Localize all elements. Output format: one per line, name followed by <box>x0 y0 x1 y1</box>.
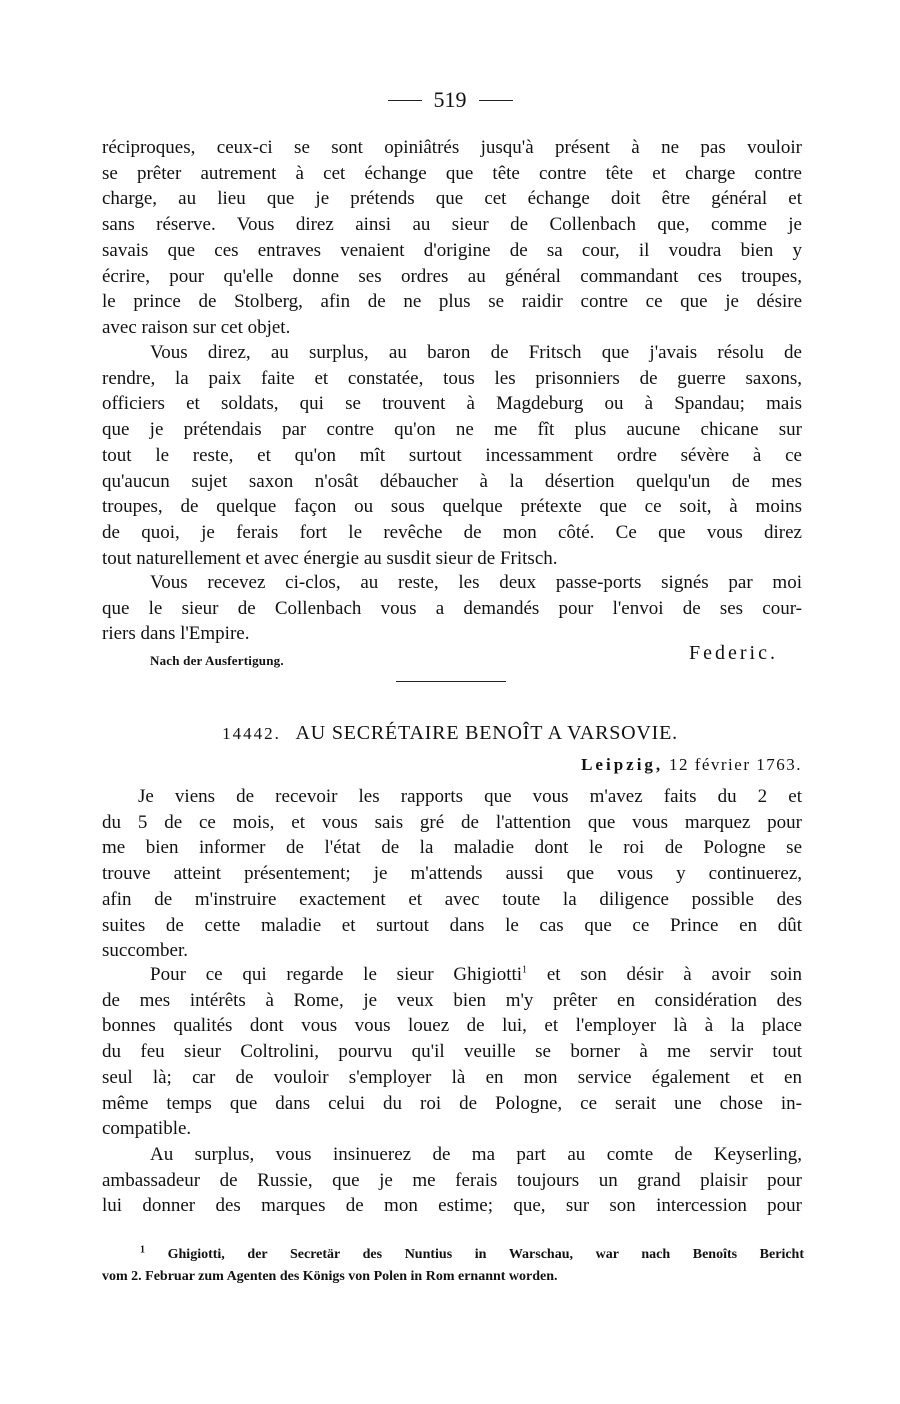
footnote-line: vom 2. Februar zum Agenten des Königs von Polen in Rom ernannt worden. <box>102 1269 558 1284</box>
footnote-line <box>102 1244 804 1266</box>
letter-number: 14442. <box>222 724 281 743</box>
text-line: seul là; car de vouloir s'employer là en mon service également et en <box>102 1066 802 1088</box>
letter-place: Leipzig, <box>581 755 664 774</box>
paragraph-1 <box>102 135 802 341</box>
text-line: savais que ces entraves venaient d'origine de sa cour, il voudra bien y <box>102 239 802 261</box>
text-line: se prêter autrement à cet échange que tête contre tête et charge contre <box>102 162 802 184</box>
text-run: Ghigiotti, der Secretär des Nuntius in Warschau, war nach Benoîts Bericht <box>167 1247 805 1262</box>
header-dash-right <box>479 100 513 101</box>
text-run: Pour ce qui regarde le sieur Ghigiotti <box>150 964 523 985</box>
footnote-number: 1 <box>140 1244 145 1256</box>
text-line: ambassadeur de Russie, que je me ferais toujours un grand plaisir pour <box>102 1169 802 1191</box>
text-line: du 5 de ce mois, et vous sais gré de l'attention que vous marquez pour <box>102 811 802 833</box>
text-line: suites de cette maladie et surtout dans le cas que ce Prince en dût <box>102 914 802 936</box>
text-line: officiers et soldats, qui se trouvent à Magdeburg ou à Spandau; mais <box>102 393 802 415</box>
letter-title: AU SECRÉTAIRE BENOÎT A VARSOVIE. <box>295 722 678 744</box>
text-line: même temps que dans celui du roi de Pologne, ce serait une chose in- <box>102 1092 802 1114</box>
text-line: tout le reste, et qu'on mît surtout incessamment ordre sévère à ce <box>102 444 802 466</box>
text-line: de quoi, je ferais fort le revêche de mon côté. Ce que vous direz <box>102 521 802 543</box>
text-line: bonnes qualités dont vous vous louez de lui, et l'employer là à la place <box>102 1015 802 1037</box>
text-line: succomber. <box>102 940 189 962</box>
page-number: 519 <box>433 87 467 112</box>
text-line: de mes intérêts à Rome, je veux bien m'y prêter en considération des <box>102 989 802 1011</box>
letter-dateline <box>581 755 802 775</box>
text-line: riers dans l'Empire. <box>102 623 250 645</box>
text-line: sans réserve. Vous direz ainsi au sieur de Collenbach que, comme je <box>102 214 802 236</box>
signature: Federic. <box>689 642 778 664</box>
paragraph-2 <box>102 340 802 571</box>
text-line: lui donner des marques de mon estime; que, sur son intercession pour <box>102 1195 802 1217</box>
text-line: réciproques, ceux-ci se sont opiniâtrés jusqu'à présent à ne pas vouloir <box>102 137 802 158</box>
text-run: et son désir à avoir soin <box>527 964 802 985</box>
text-line: qu'aucun sujet saxon n'osât débaucher à la désertion quelqu'un de mes <box>102 470 802 492</box>
paragraph-5 <box>102 962 802 1142</box>
text-line: Vous recevez ci-clos, au reste, les deux passe-ports signés par moi <box>150 572 802 593</box>
text-line: écrire, pour qu'elle donne ses ordres au général commandant ces troupes, <box>102 265 802 287</box>
letter-date: 12 février 1763. <box>668 755 802 774</box>
text-line: Je viens de recevoir les rapports que vous m'avez faits du 2 et <box>138 786 802 807</box>
footnote <box>102 1244 804 1288</box>
text-line: troupes, de quelque façon ou sous quelque prétexte que ce soit, à moins <box>102 496 802 518</box>
section-divider <box>396 681 506 682</box>
text-line: trouve atteint présentement; je m'attends aussi que vous y continuerez, <box>102 863 802 885</box>
text-line: le prince de Stolberg, afin de ne plus se raidir contre ce que je désire <box>102 291 802 313</box>
text-line: charge, au lieu que je prétends que cet échange doit être général et <box>102 188 802 210</box>
letter-heading <box>0 722 900 745</box>
text-line: compatible. <box>102 1118 192 1140</box>
text-line: avec raison sur cet objet. <box>102 316 291 338</box>
paragraph-3 <box>102 570 802 647</box>
page-header <box>0 87 900 113</box>
text-line: Au surplus, vous insinuerez de ma part au comte de Keyserling, <box>150 1144 802 1165</box>
text-line: afin de m'instruire exactement et avec toute la diligence possible des <box>102 888 802 910</box>
text-line <box>102 962 802 988</box>
text-line: me bien informer de l'état de la maladie dont le roi de Pologne se <box>102 837 802 859</box>
footnote-marker: 1 <box>522 964 528 976</box>
text-line: que le sieur de Collenbach vous a demandés pour l'envoi de ses cour- <box>102 597 802 619</box>
header-dash-left <box>388 100 422 101</box>
paragraph-4 <box>102 784 802 964</box>
text-line: que je prétendais par contre qu'on ne me fît plus aucune chicane sur <box>102 419 802 441</box>
source-note: Nach der Ausfertigung. <box>150 653 284 668</box>
text-line: du feu sieur Coltrolini, pourvu qu'il veuille se borner à me servir tout <box>102 1041 802 1063</box>
text-line: rendre, la paix faite et constatée, tous les prisonniers de guerre saxons, <box>102 367 802 389</box>
paragraph-6 <box>102 1142 802 1219</box>
text-line: Vous direz, au surplus, au baron de Fritsch que j'avais résolu de <box>150 342 802 363</box>
text-line: tout naturellement et avec énergie au susdit sieur de Fritsch. <box>102 547 558 569</box>
